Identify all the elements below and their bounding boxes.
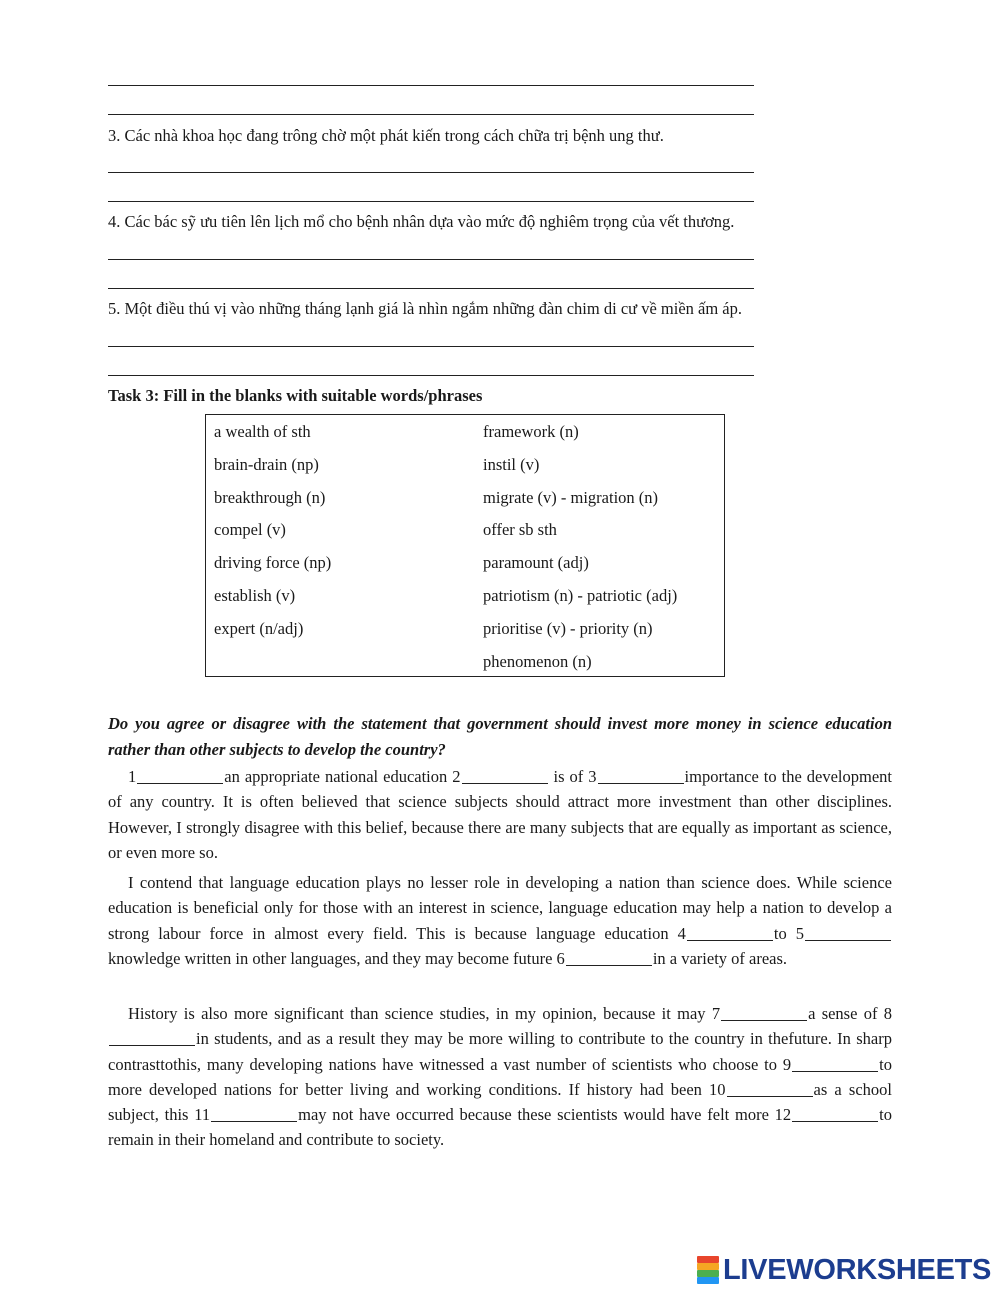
essay-paragraph-1 [108, 764, 892, 865]
logo-blocks-icon [697, 1256, 719, 1284]
blank-number: 1 [128, 767, 137, 786]
word-item: a wealth of sth [214, 422, 311, 441]
word-item: framework (n) [483, 422, 579, 441]
answer-line[interactable] [108, 346, 754, 347]
word-list-right [483, 421, 677, 683]
logo-block [697, 1277, 719, 1284]
word-list-left [214, 421, 331, 651]
paragraph-text: in students, and as a result they may be more willing to contribute to the country in thefuture. In sharp contrasttothis, many developing nations have witnessed a vast number of scientists who choose to 9 [108, 1029, 892, 1074]
answer-line[interactable] [108, 375, 754, 376]
logo-block [697, 1270, 719, 1277]
sentence-4: 4. Các bác sỹ ưu tiên lên lịch mổ cho bệnh nhân dựa vào mức độ nghiêm trọng của vết thương. [108, 212, 735, 231]
word-item: migrate (v) - migration (n) [483, 487, 659, 507]
word-item: breakthrough (n) [214, 487, 326, 507]
word-item: prioritise (v) - priority (n) [483, 618, 653, 638]
paragraph-text: to remain in their homeland and contribute to society. [108, 1105, 893, 1150]
blank-6[interactable] [566, 948, 652, 966]
sentence-5: 5. Một điều thú vị vào những tháng lạnh giá là nhìn ngắm những đàn chim di cư về miền ấm áp. [108, 299, 743, 318]
task-title: Task 3: Fill in the blanks with suitable words/phrases [108, 386, 483, 405]
logo-block [697, 1263, 719, 1270]
essay-paragraph-3 [108, 1001, 892, 1153]
blank-10[interactable] [727, 1079, 813, 1097]
word-item: brain-drain (np) [214, 454, 319, 474]
blank-3[interactable] [598, 766, 684, 784]
word-item: expert (n/adj) [214, 618, 304, 638]
liveworksheets-logo [697, 1253, 991, 1287]
word-item: phenomenon (n) [483, 651, 592, 671]
essay-paragraph-2 [108, 870, 892, 971]
blank-7[interactable] [721, 1003, 807, 1021]
paragraph-text: History is also more significant than science studies, in my opinion, because it may 7 [128, 1004, 721, 1023]
word-item: driving force (np) [214, 553, 332, 573]
answer-line[interactable] [108, 114, 754, 115]
logo-block [697, 1256, 719, 1263]
paragraph-text: knowledge written in other languages, and they may become future 6 [108, 948, 565, 968]
answer-line[interactable] [108, 288, 754, 289]
word-item: establish (v) [214, 585, 296, 605]
blank-8[interactable] [109, 1028, 195, 1046]
word-item: offer sb sth [483, 520, 557, 540]
sentence-3: 3. Các nhà khoa học đang trông chờ một phát kiến trong cách chữa trị bệnh ung thư. [108, 126, 664, 145]
paragraph-text: to more developed nations for better living and working conditions. If history had been 10 [108, 1054, 892, 1099]
word-item: compel (v) [214, 520, 286, 540]
word-item: patriotism (n) - patriotic (adj) [483, 585, 678, 605]
paragraph-text: to 5 [773, 923, 804, 943]
answer-line[interactable] [108, 201, 754, 202]
word-item: instil (v) [483, 454, 540, 474]
answer-line[interactable] [108, 259, 754, 260]
answer-line[interactable] [108, 172, 754, 173]
essay-question: Do you agree or disagree with the statement that government should invest more money in science education rather than other subjects to develop the country? [108, 714, 892, 759]
word-box [205, 414, 725, 677]
paragraph-text: an appropriate national education 2 [224, 767, 461, 786]
paragraph-text: as a school subject, this 11 [108, 1079, 892, 1125]
blank-11[interactable] [211, 1104, 297, 1122]
paragraph-text: importance to the development of any country. It is often believed that science subjects should attract more investment than other disciplines. However, I strongly disagree with this belief, because there are many subjects that are equally as important as science, or even more so. [108, 767, 892, 862]
logo-text: LIVEWORKSHEETS [723, 1253, 992, 1286]
paragraph-text: a sense of 8 [808, 1004, 892, 1023]
blank-2[interactable] [462, 766, 548, 784]
word-item: paramount (adj) [483, 553, 589, 573]
paragraph-text: in a variety of areas. [652, 948, 788, 968]
answer-line[interactable] [108, 85, 754, 86]
blank-9[interactable] [792, 1054, 878, 1072]
blank-4[interactable] [687, 923, 773, 941]
blank-12[interactable] [792, 1104, 878, 1122]
paragraph-text: is of 3 [548, 767, 597, 786]
blank-5[interactable] [805, 923, 891, 941]
paragraph-text: may not have occurred because these scientists would have felt more 12 [298, 1105, 792, 1125]
paragraph-text: I contend that language education plays no lesser role in developing a nation than science does. While science education is beneficial only for those with an interest in science, language education may help a nation to develop a strong labour force in almost every field. This is because language education 4 [108, 873, 892, 943]
blank-1[interactable] [137, 766, 223, 784]
